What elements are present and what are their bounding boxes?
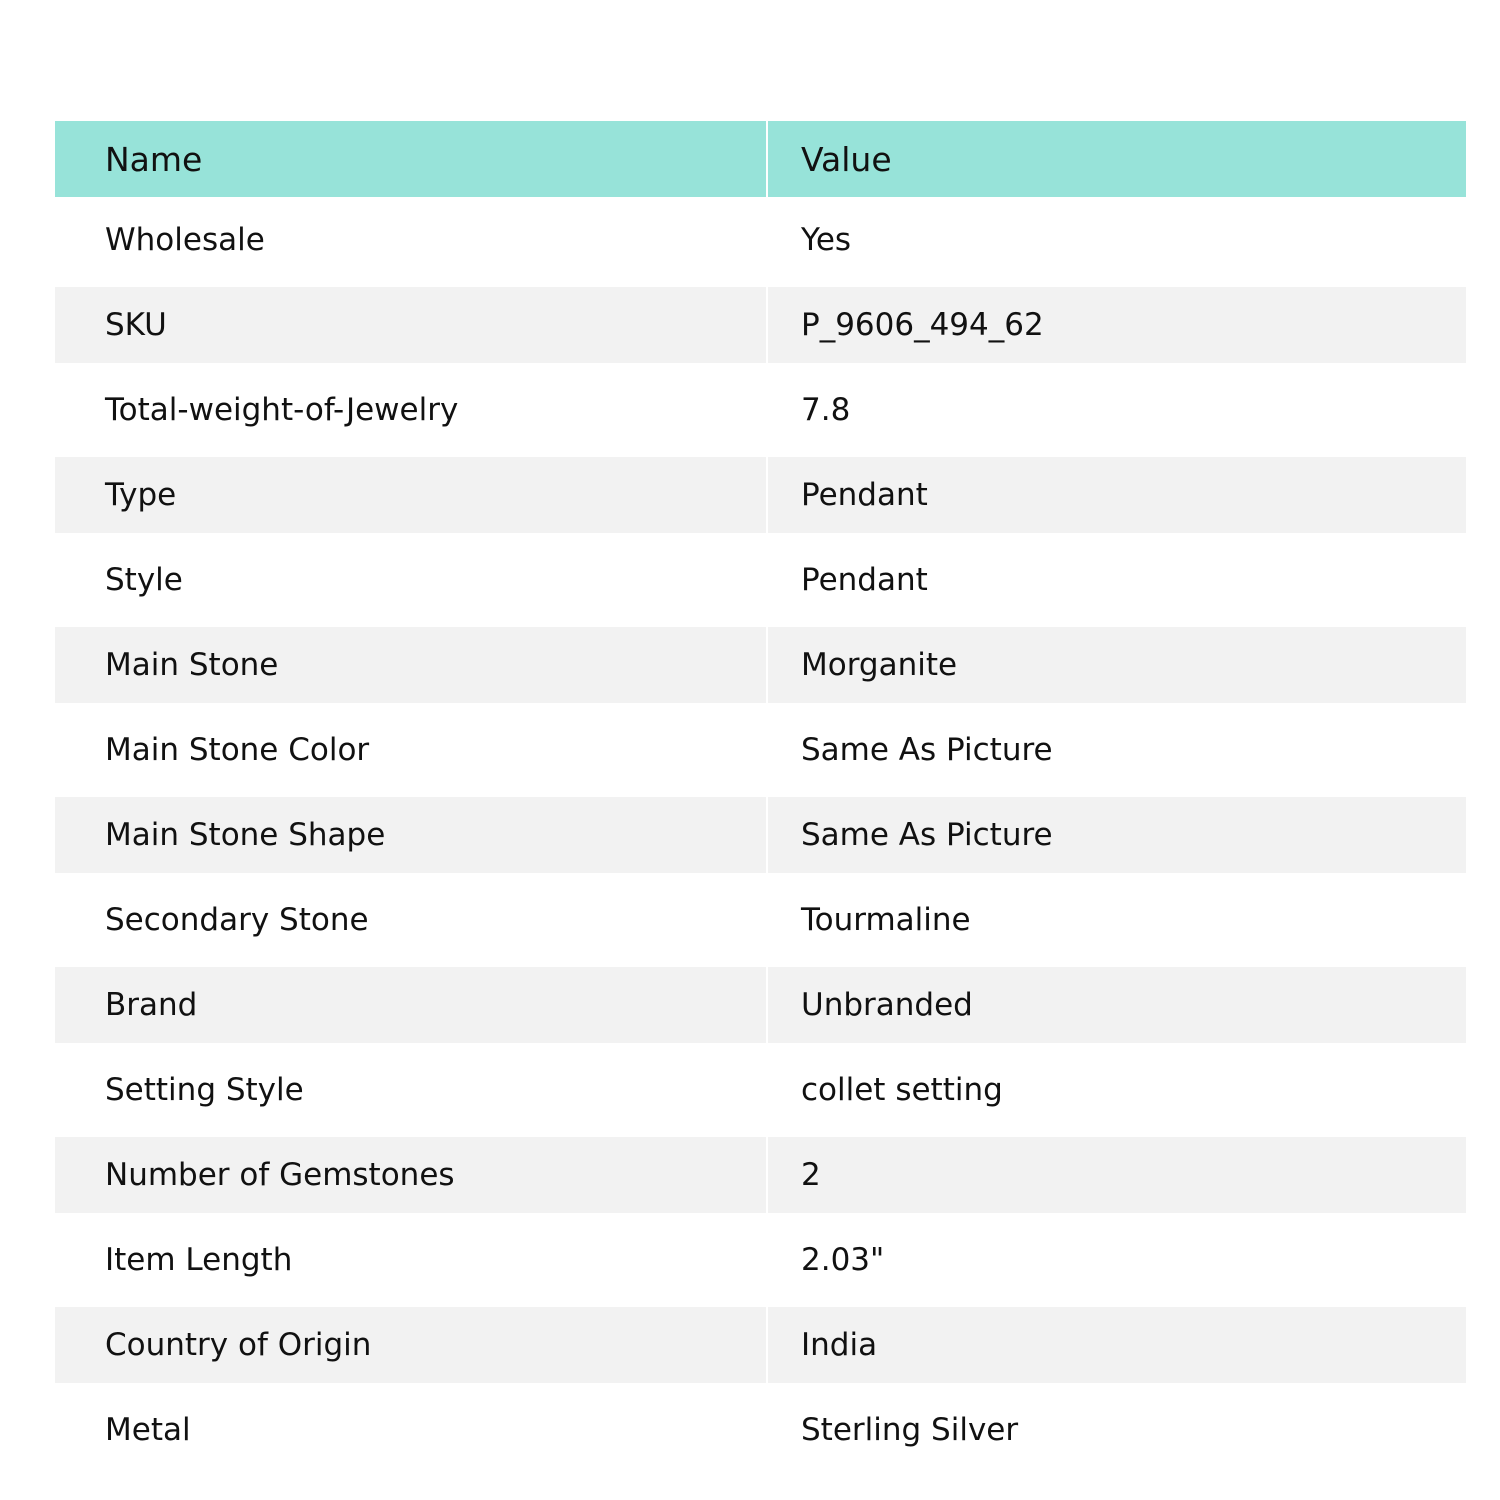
row-value-cell: 2.03" [768,1217,1466,1302]
row-name-cell: Country of Origin [55,1307,766,1383]
row-value-cell: Unbranded [768,967,1466,1043]
row-value-cell: Same As Picture [768,707,1466,792]
row-name-cell: Number of Gemstones [55,1137,766,1213]
row-name-cell: Total-weight-of-Jewelry [55,367,766,452]
table-row [55,537,1466,622]
table-row [55,1302,1466,1387]
row-value-cell: Yes [768,197,1466,282]
row-name-cell: Secondary Stone [55,877,766,962]
row-value-cell: 7.8 [768,367,1466,452]
row-name-cell: Metal [55,1387,766,1472]
row-value-cell: collet setting [768,1047,1466,1132]
table-row [55,1047,1466,1132]
row-name-cell: Main Stone Color [55,707,766,792]
table-row [55,1132,1466,1217]
table-row [55,962,1466,1047]
row-value-cell: India [768,1307,1466,1383]
table-row [55,792,1466,877]
table-row [55,1387,1466,1472]
row-name-cell: Setting Style [55,1047,766,1132]
table-header-row [55,121,1466,197]
product-spec-table [55,121,1466,1472]
row-name-cell: Type [55,457,766,533]
table-row [55,197,1466,282]
row-name-cell: Item Length [55,1217,766,1302]
table-row [55,622,1466,707]
row-value-cell: Same As Picture [768,797,1466,873]
table-row [55,877,1466,962]
row-name-cell: Wholesale [55,197,766,282]
row-value-cell: Sterling Silver [768,1387,1466,1472]
row-value-cell: P_9606_494_62 [768,287,1466,363]
table-row [55,452,1466,537]
row-value-cell: Tourmaline [768,877,1466,962]
table-row [55,707,1466,792]
row-name-cell: SKU [55,287,766,363]
row-name-cell: Style [55,537,766,622]
row-value-cell: Pendant [768,537,1466,622]
table-row [55,367,1466,452]
row-name-cell: Brand [55,967,766,1043]
column-header-name: Name [55,121,766,197]
row-value-cell: Morganite [768,627,1466,703]
row-name-cell: Main Stone Shape [55,797,766,873]
table-body [55,197,1466,1472]
column-header-value: Value [768,121,1466,197]
table-row [55,282,1466,367]
row-value-cell: Pendant [768,457,1466,533]
row-value-cell: 2 [768,1137,1466,1213]
row-name-cell: Main Stone [55,627,766,703]
table-row [55,1217,1466,1302]
